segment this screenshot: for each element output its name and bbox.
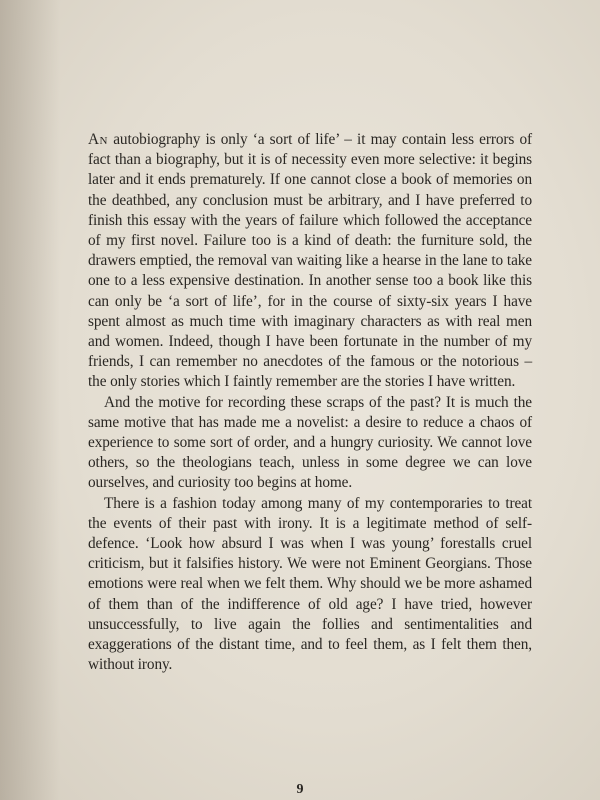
paragraph-1 [88,130,532,393]
paragraph-1-lead: An [88,131,108,148]
body-text [88,130,532,675]
page-gutter-shadow [0,0,60,800]
paragraph-1-text: autobiography is only ‘a sort of life’ – it may contain less errors of fact than a biography, but it is of necessity even more selective: it begins later and it ends prematurely. If one cannot close a book of memories on the deathbed, any conclusion must be arbitrary, and I have preferred to finish this essay with the years of failure which followed the acceptance of my first novel. Failure too is a kind of death: the furniture sold, the drawers emptied, the removal van waiting like a hearse in the lane to take one to a less expensive destination. In another sense too a book like this can only be ‘a sort of life’, for in the course of sixty-six years I have spent almost as much time with imaginary characters as with real men and women. Indeed, though I have been fortunate in the number of my friends, I can remember no anecdotes of the famous or the notorious – the only stories which I faintly remember are the stories I have written. [88,131,532,391]
paragraph-3: There is a fashion today among many of my contemporaries to treat the events of their past with irony. It is a legitimate method of self-defence. ‘Look how absurd I was when I was young’ forestalls cruel criticism, but it falsifies history. We were not Eminent Georgians. Those emotions were real when we felt them. Why should we be more ashamed of them than of the indifference of old age? I have tried, however unsuccessfully, to live again the follies and sentimentalities and exaggerations of the distant time, and to feel them, as I felt them then, without irony. [88,494,532,674]
page-number: 9 [296,782,304,797]
paragraph-2: And the motive for recording these scraps of the past? It is much the same motive that has made me a novelist: a desire to reduce a chaos of experience to some sort of order, and a hungry curiosity. We cannot love others, so the theologians teach, unless in some degree we can love ourselves, and curiosity too begins at home. [88,393,532,492]
